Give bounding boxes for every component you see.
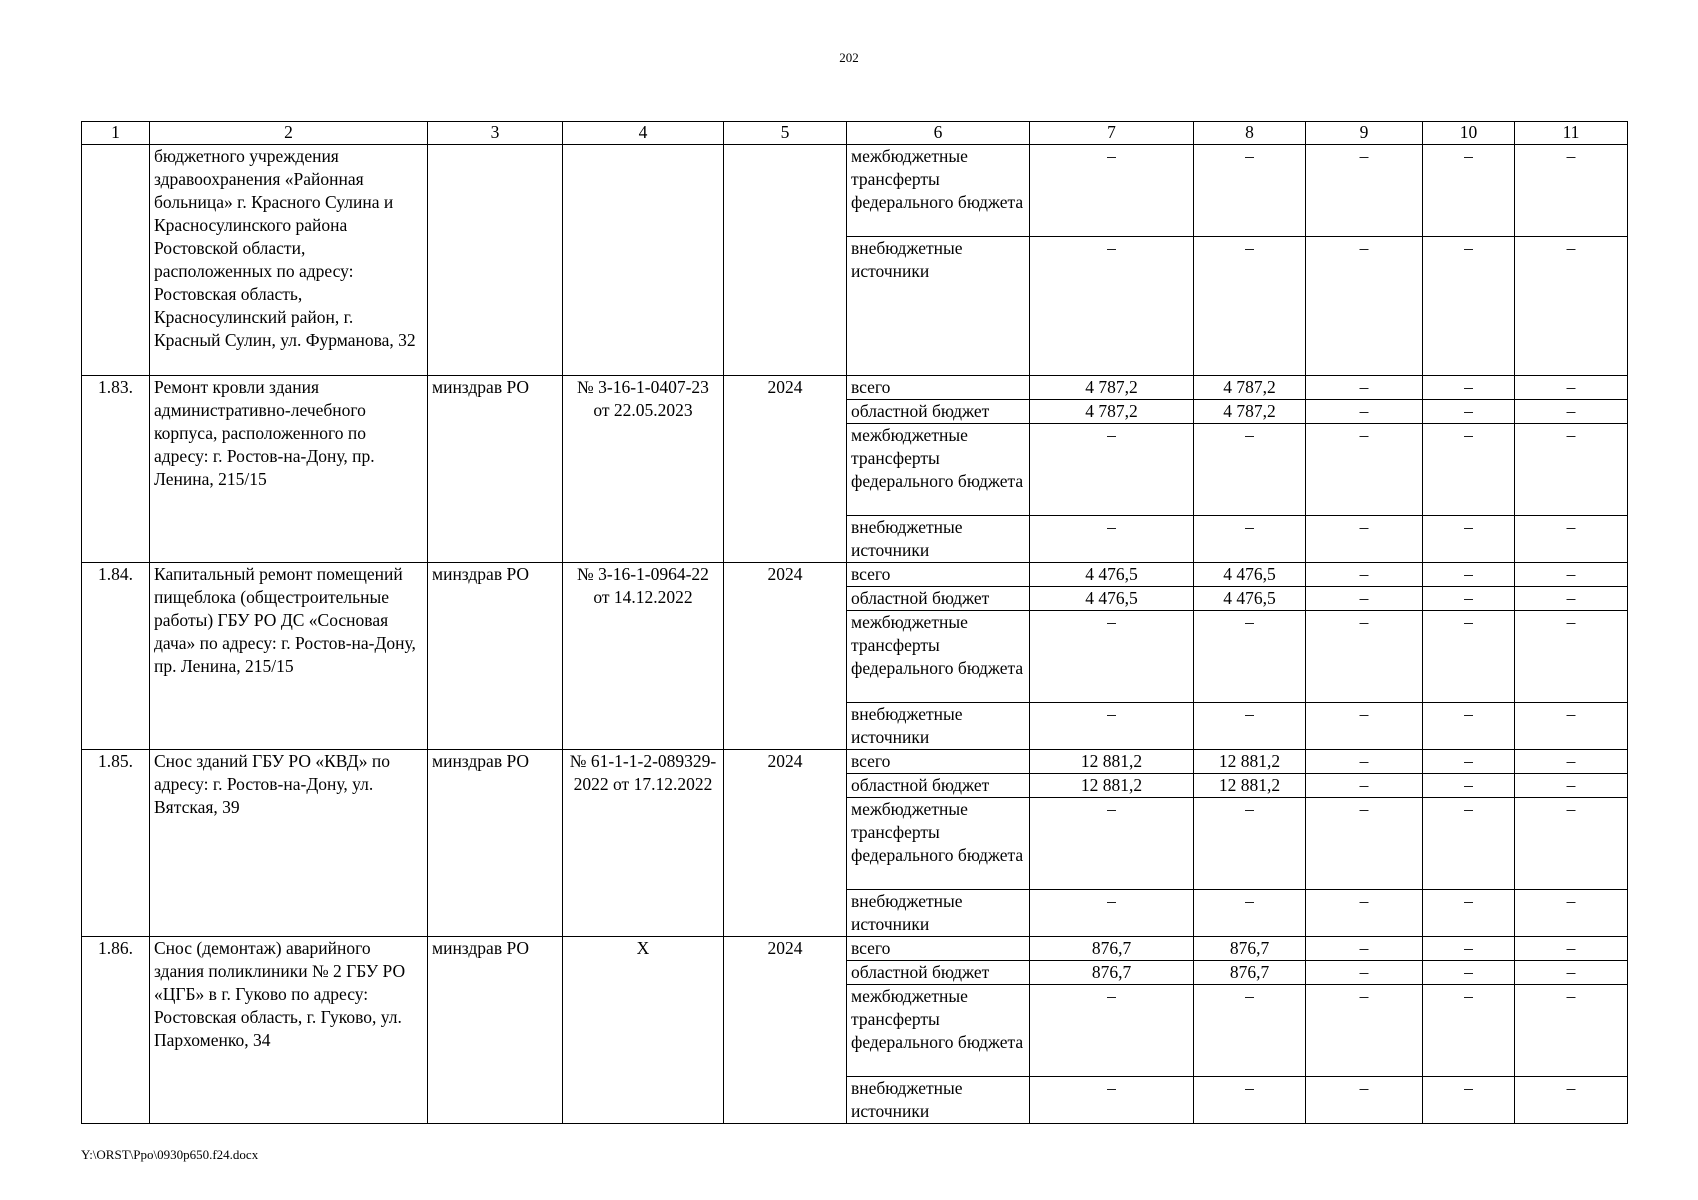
table-row <box>82 376 1628 400</box>
funding-source-cell: межбюджетные трансферты федерального бюджета <box>847 424 1030 516</box>
funding-source-cell: внебюджетные источники <box>847 1077 1030 1124</box>
entry-number-cell: 1.83. <box>82 376 150 563</box>
value-cell: – <box>1423 563 1515 587</box>
value-cell: 4 476,5 <box>1194 587 1306 611</box>
value-cell: – <box>1306 703 1423 750</box>
object-name-cell: Снос зданий ГБУ РО «КВД» по адресу: г. Ростов-на-Дону, ул. Вятская, 39 <box>150 750 428 937</box>
value-cell: – <box>1306 237 1423 376</box>
entry-number-cell: 1.85. <box>82 750 150 937</box>
funding-source-cell: межбюджетные трансферты федерального бюджета <box>847 798 1030 890</box>
customer-cell: минздрав РО <box>428 563 563 750</box>
funding-source-cell: всего <box>847 937 1030 961</box>
value-cell: 4 787,2 <box>1194 400 1306 424</box>
value-cell: – <box>1515 237 1628 376</box>
table-row <box>82 750 1628 774</box>
value-cell: – <box>1423 145 1515 237</box>
value-cell: – <box>1423 961 1515 985</box>
value-cell: – <box>1423 798 1515 890</box>
value-cell: – <box>1423 1077 1515 1124</box>
value-cell: – <box>1515 424 1628 516</box>
column-header: 9 <box>1306 122 1423 145</box>
value-cell: – <box>1515 890 1628 937</box>
value-cell: – <box>1306 961 1423 985</box>
value-cell: – <box>1194 798 1306 890</box>
value-cell: – <box>1306 611 1423 703</box>
value-cell: – <box>1030 798 1194 890</box>
value-cell: – <box>1423 611 1515 703</box>
funding-source-cell: всего <box>847 376 1030 400</box>
value-cell: – <box>1423 890 1515 937</box>
value-cell: – <box>1306 937 1423 961</box>
value-cell: – <box>1515 703 1628 750</box>
column-header: 10 <box>1423 122 1515 145</box>
page-number: 202 <box>839 50 859 65</box>
value-cell: 12 881,2 <box>1194 774 1306 798</box>
object-name-cell: бюджетного учреждения здравоохранения «Районная больница» г. Красного Сулина и Красносулинского района Ростовской области, расположенных по адресу: Ростовская область, Красносулинский район, г. Красный Сулин, ул. Фурманова, 32 <box>150 145 428 376</box>
table-row <box>82 145 1628 237</box>
value-cell: 876,7 <box>1030 937 1194 961</box>
funding-source-cell: всего <box>847 750 1030 774</box>
entry-number-cell: 1.86. <box>82 937 150 1124</box>
value-cell: – <box>1194 1077 1306 1124</box>
value-cell: 876,7 <box>1194 937 1306 961</box>
funding-source-cell: всего <box>847 563 1030 587</box>
value-cell: 4 787,2 <box>1194 376 1306 400</box>
entry-number-cell: 1.84. <box>82 563 150 750</box>
value-cell: – <box>1515 961 1628 985</box>
value-cell: – <box>1194 985 1306 1077</box>
document-cell: № 3-16-1-0964-22 от 14.12.2022 <box>563 563 724 750</box>
value-cell: – <box>1515 798 1628 890</box>
value-cell: – <box>1423 774 1515 798</box>
value-cell: – <box>1423 587 1515 611</box>
value-cell: – <box>1423 937 1515 961</box>
value-cell: – <box>1515 516 1628 563</box>
column-header: 4 <box>563 122 724 145</box>
funding-source-cell: внебюджетные источники <box>847 890 1030 937</box>
file-path-footer: Y:\ORST\Ppo\0930p650.f24.docx <box>81 1147 259 1162</box>
value-cell: – <box>1423 424 1515 516</box>
value-cell: – <box>1515 563 1628 587</box>
table-row <box>82 937 1628 961</box>
value-cell: – <box>1030 424 1194 516</box>
value-cell: 12 881,2 <box>1030 774 1194 798</box>
year-cell: 2024 <box>724 750 847 937</box>
column-header: 1 <box>82 122 150 145</box>
funding-source-cell: областной бюджет <box>847 400 1030 424</box>
value-cell: – <box>1306 774 1423 798</box>
funding-source-cell: межбюджетные трансферты федерального бюджета <box>847 611 1030 703</box>
value-cell: – <box>1423 703 1515 750</box>
column-header: 5 <box>724 122 847 145</box>
customer-cell <box>428 145 563 376</box>
value-cell: – <box>1030 985 1194 1077</box>
object-name-cell: Снос (демонтаж) аварийного здания поликлиники № 2 ГБУ РО «ЦГБ» в г. Гуково по адресу: Ростовская область, г. Гуково, ул. Пархоменко, 34 <box>150 937 428 1124</box>
value-cell: 4 476,5 <box>1030 587 1194 611</box>
value-cell: 4 476,5 <box>1030 563 1194 587</box>
value-cell: – <box>1194 145 1306 237</box>
value-cell: 4 476,5 <box>1194 563 1306 587</box>
document-cell: Х <box>563 937 724 1124</box>
column-header: 6 <box>847 122 1030 145</box>
column-header: 7 <box>1030 122 1194 145</box>
value-cell: – <box>1515 400 1628 424</box>
value-cell: – <box>1423 516 1515 563</box>
year-cell: 2024 <box>724 376 847 563</box>
value-cell: – <box>1515 750 1628 774</box>
value-cell: – <box>1515 611 1628 703</box>
funding-source-cell: межбюджетные трансферты федерального бюджета <box>847 145 1030 237</box>
value-cell: 12 881,2 <box>1194 750 1306 774</box>
value-cell: – <box>1306 798 1423 890</box>
value-cell: – <box>1194 890 1306 937</box>
funding-source-cell: внебюджетные источники <box>847 703 1030 750</box>
value-cell: – <box>1030 1077 1194 1124</box>
column-header: 3 <box>428 122 563 145</box>
value-cell: – <box>1030 611 1194 703</box>
object-name-cell: Ремонт кровли здания административно-лечебного корпуса, расположенного по адресу: г. Ростов-на-Дону, пр. Ленина, 215/15 <box>150 376 428 563</box>
value-cell: – <box>1515 937 1628 961</box>
entry-number-cell <box>82 145 150 376</box>
funding-source-cell: внебюджетные источники <box>847 237 1030 376</box>
value-cell: – <box>1306 1077 1423 1124</box>
customer-cell: минздрав РО <box>428 376 563 563</box>
value-cell: 4 787,2 <box>1030 400 1194 424</box>
value-cell: – <box>1194 703 1306 750</box>
value-cell: – <box>1515 587 1628 611</box>
column-header: 8 <box>1194 122 1306 145</box>
value-cell: – <box>1515 376 1628 400</box>
value-cell: – <box>1515 145 1628 237</box>
value-cell: – <box>1030 703 1194 750</box>
value-cell: – <box>1423 985 1515 1077</box>
document-cell: № 61-1-1-2-089329-2022 от 17.12.2022 <box>563 750 724 937</box>
value-cell: – <box>1306 587 1423 611</box>
value-cell: – <box>1194 611 1306 703</box>
value-cell: – <box>1306 376 1423 400</box>
value-cell: – <box>1306 400 1423 424</box>
value-cell: – <box>1030 890 1194 937</box>
customer-cell: минздрав РО <box>428 937 563 1124</box>
object-name-cell: Капитальный ремонт помещений пищеблока (общестроительные работы) ГБУ РО ДС «Сосновая дача» по адресу: г. Ростов-на-Дону, пр. Ленина, 215/15 <box>150 563 428 750</box>
financing-table <box>81 121 1628 1124</box>
value-cell: – <box>1515 985 1628 1077</box>
value-cell: – <box>1306 145 1423 237</box>
funding-source-cell: областной бюджет <box>847 774 1030 798</box>
value-cell: – <box>1194 516 1306 563</box>
value-cell: 12 881,2 <box>1030 750 1194 774</box>
value-cell: – <box>1030 516 1194 563</box>
value-cell: – <box>1306 424 1423 516</box>
value-cell: – <box>1030 237 1194 376</box>
value-cell: – <box>1423 750 1515 774</box>
year-cell: 2024 <box>724 937 847 1124</box>
value-cell: – <box>1515 774 1628 798</box>
column-number-row <box>82 122 1628 145</box>
funding-source-cell: областной бюджет <box>847 961 1030 985</box>
document-cell: № 3-16-1-0407-23 от 22.05.2023 <box>563 376 724 563</box>
value-cell: – <box>1306 985 1423 1077</box>
funding-source-cell: областной бюджет <box>847 587 1030 611</box>
funding-source-cell: внебюджетные источники <box>847 516 1030 563</box>
value-cell: – <box>1306 890 1423 937</box>
table-row <box>82 563 1628 587</box>
year-cell <box>724 145 847 376</box>
value-cell: – <box>1306 750 1423 774</box>
value-cell: 4 787,2 <box>1030 376 1194 400</box>
value-cell: – <box>1306 563 1423 587</box>
value-cell: – <box>1423 376 1515 400</box>
value-cell: – <box>1423 400 1515 424</box>
value-cell: – <box>1030 145 1194 237</box>
value-cell: 876,7 <box>1194 961 1306 985</box>
value-cell: – <box>1194 237 1306 376</box>
column-header: 2 <box>150 122 428 145</box>
value-cell: – <box>1423 237 1515 376</box>
value-cell: – <box>1194 424 1306 516</box>
funding-source-cell: межбюджетные трансферты федерального бюджета <box>847 985 1030 1077</box>
document-cell <box>563 145 724 376</box>
customer-cell: минздрав РО <box>428 750 563 937</box>
value-cell: – <box>1515 1077 1628 1124</box>
year-cell: 2024 <box>724 563 847 750</box>
column-header: 11 <box>1515 122 1628 145</box>
value-cell: – <box>1306 516 1423 563</box>
value-cell: 876,7 <box>1030 961 1194 985</box>
